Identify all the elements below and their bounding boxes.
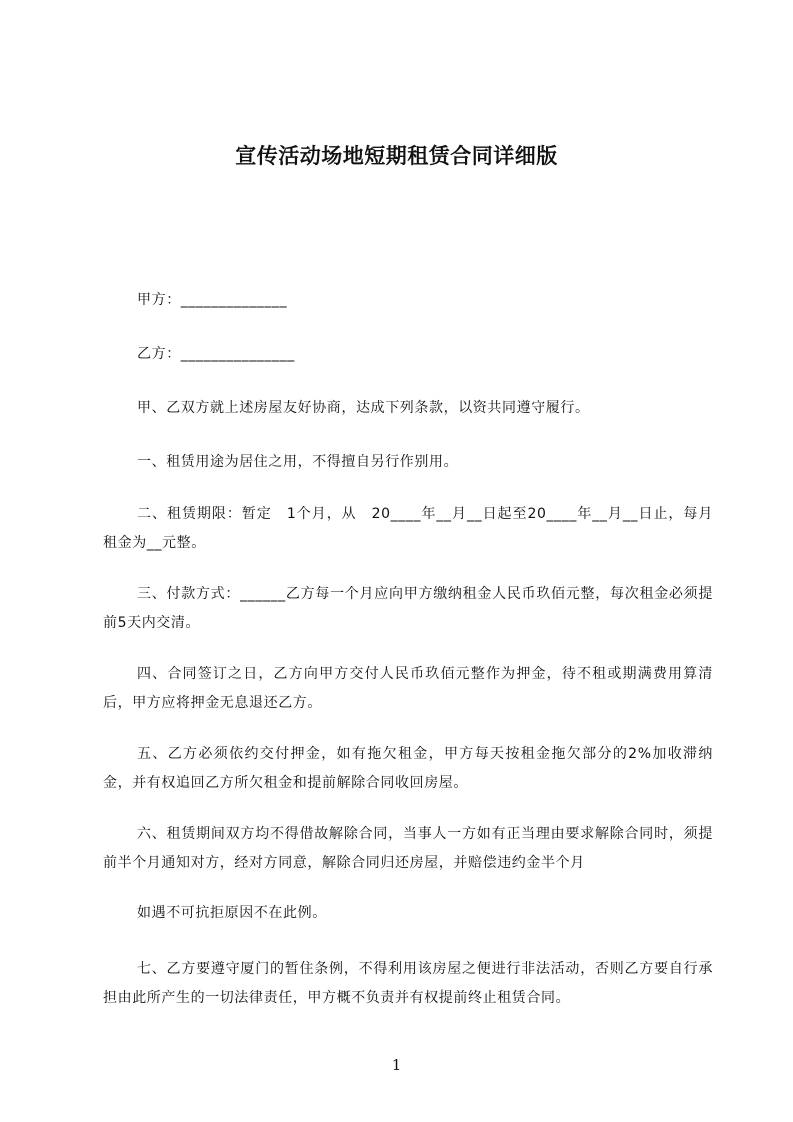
document-title: 宣传活动场地短期租赁合同详细版 [235,144,558,168]
intro-paragraph: 甲、乙双方就上述房屋友好协商，达成下列条款，以资共同遵守履行。 [137,400,590,416]
clause-4: 四、合同签订之日，乙方向甲方交付人民币玖佰元整作为押金，待不租或期满费用算清后，甲方应将押金无息退还乙方。 [103,666,713,711]
clause-6: 六、租赁期间双方均不得借故解除合同，当事人一方如有正当理由要求解除合同时，须提前半个月通知对方，经对方同意，解除合同归还房屋，并赔偿违约金半个月 [103,826,713,871]
party-b-line: 乙方：_______________ [137,346,295,362]
clause-5: 五、乙方必须依约交付押金，如有拖欠租金，甲方每天按租金拖欠部分的2%加收滞纳金，并有权追回乙方所欠租金和提前解除合同收回房屋。 [103,746,713,791]
page-number: 1 [391,1056,402,1074]
clause-3: 三、付款方式：______乙方每一个月应向甲方缴纳租金人民币玖佰元整，每次租金必须提前5天内交清。 [103,586,713,631]
clause-1: 一、租赁用途为居住之用，不得擅自另行作别用。 [137,454,459,470]
clause-7: 七、乙方要遵守厦门的暂住条例，不得利用该房屋之便进行非法活动，否则乙方要自行承担由此所产生的一切法律责任，甲方概不负责并有权提前终止租赁合同。 [103,961,713,1006]
party-a-line: 甲方：______________ [137,292,288,308]
clause-6-note: 如遇不可抗拒原因不在此例。 [137,905,327,921]
clause-2: 二、租赁期限：暂定 1个月，从 20____年__月__日起至20____年__月__日止，每月租金为__元整。 [103,506,713,551]
